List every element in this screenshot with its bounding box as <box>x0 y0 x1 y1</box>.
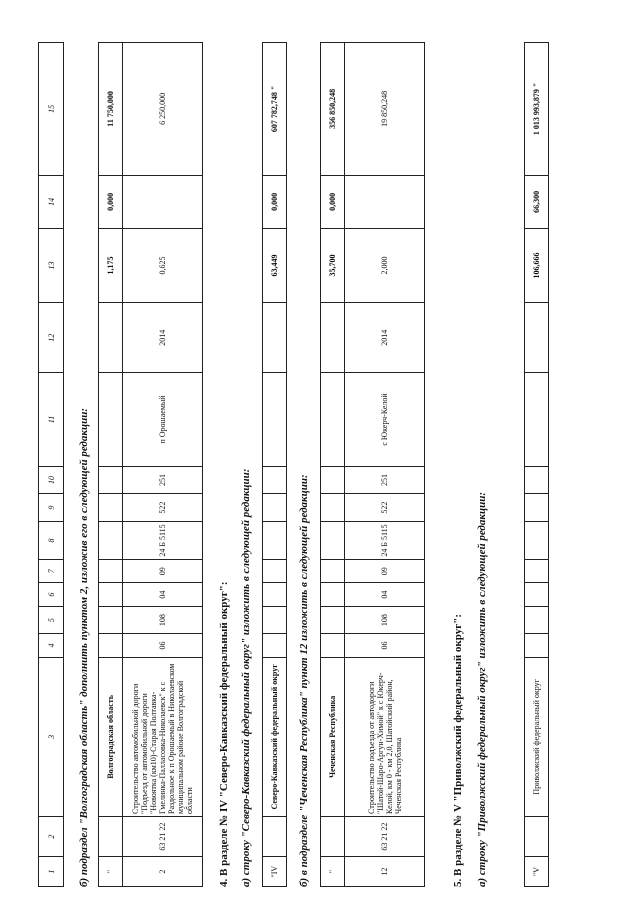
row-number: 2 <box>123 857 203 887</box>
region-name: Чеченская Республика <box>321 657 345 816</box>
table-row <box>263 43 287 887</box>
table-row <box>99 43 123 887</box>
district-total-15 <box>263 43 287 176</box>
table-row <box>123 43 203 887</box>
region-total-13: 35,700 <box>321 228 345 302</box>
quote-mark: " <box>99 857 123 887</box>
cell-c5: 108 <box>345 606 425 634</box>
col-number: 2 <box>39 816 64 856</box>
cell-c8: 24 Б 5115 <box>123 521 203 559</box>
section-5-heading: 5. В разделе № V "Приволжский федеральный округ": <box>452 614 464 887</box>
cell-c15: 6 250,000 <box>123 43 203 176</box>
col-number: 10 <box>39 466 64 494</box>
caption-chechnya: б) в подразделе "Чеченская Республика" пункт 12 изложить в следующей редакции: <box>298 474 310 887</box>
cell-c10: 251 <box>123 466 203 494</box>
object-name: Строительство подъезда от автодороги "Шатой-Шаро-Аргун-Химой" к с Юкерч-Келой, км 0 - км 2,0, Шатойский район, Чеченская Республика <box>345 657 425 816</box>
cell-c13: 2,000 <box>345 228 425 302</box>
cell-c11: с Юкерч-Келой <box>345 373 425 466</box>
cell-c4: 06 <box>345 634 425 657</box>
cell-c12: 2014 <box>123 303 203 373</box>
row-number: 12 <box>345 857 425 887</box>
caption-skfo: а) строку "Северо-Кавказский федеральный округ" изложить в следующей редакции: <box>240 468 252 887</box>
cell-c9: 522 <box>345 494 425 522</box>
row-code: 63 21 22 <box>345 816 425 856</box>
pfo-table <box>524 42 549 887</box>
region-total-15: 356 850,248 <box>321 43 345 176</box>
district-total-15-value: 1 013 993,879 <box>532 89 541 136</box>
district-total-13: 106,666 <box>525 228 549 302</box>
district-total-13: 63,449 <box>263 228 287 302</box>
volgograd-table <box>98 42 203 887</box>
col-number: 15 <box>39 43 64 176</box>
col-number: 14 <box>39 175 64 228</box>
cell-c9: 522 <box>123 494 203 522</box>
caption-pfo: а) строку "Приволжский федеральный округ" изложить в следующей редакции: <box>476 492 488 887</box>
district-total-14: 66,300 <box>525 175 549 228</box>
district-number: "V <box>525 857 549 887</box>
col-number: 9 <box>39 494 64 522</box>
quote-mark: " <box>532 82 541 88</box>
district-total-14: 0,000 <box>263 175 287 228</box>
table-row <box>345 43 425 887</box>
district-name: Северо-Кавказский федеральный округ <box>263 657 287 816</box>
col-number: 6 <box>39 583 64 606</box>
skfo-table <box>262 42 287 887</box>
region-total-14: 0,000 <box>99 175 123 228</box>
cell-c5: 108 <box>123 606 203 634</box>
cell-c14 <box>123 175 203 228</box>
quote-mark: " <box>321 857 345 887</box>
cell-c11: п Орошаемый <box>123 373 203 466</box>
col-number: 4 <box>39 634 64 657</box>
col-number: 5 <box>39 606 64 634</box>
section-4-heading: 4. В разделе № IV "Северо-Кавказский федеральный округ": <box>218 581 230 887</box>
cell-c10: 251 <box>345 466 425 494</box>
row-code: 63 21 22 <box>123 816 203 856</box>
col-number: 12 <box>39 303 64 373</box>
district-total-15-value: 607 782,748 <box>270 92 279 133</box>
cell-c4: 06 <box>123 634 203 657</box>
region-name: Волгоградская область <box>99 657 123 816</box>
col-number: 3 <box>39 657 64 816</box>
region-total-14: 0,000 <box>321 175 345 228</box>
col-number: 1 <box>39 857 64 887</box>
quote-mark: " <box>270 85 279 91</box>
cell-c12: 2014 <box>345 303 425 373</box>
cell-c8: 24 Б 5115 <box>345 521 425 559</box>
table-row <box>525 43 549 887</box>
region-total-13: 1,175 <box>99 228 123 302</box>
district-number: "IV <box>263 857 287 887</box>
cell-c13: 0,625 <box>123 228 203 302</box>
cell-c15: 19 850,248 <box>345 43 425 176</box>
column-number-header <box>38 42 64 887</box>
cell-c14 <box>345 175 425 228</box>
caption-volgograd: б) подраздел "Волгоградская область" дополнить пунктом 2, изложив его в следующей редакции: <box>78 408 90 887</box>
table-row <box>321 43 345 887</box>
col-number: 11 <box>39 373 64 466</box>
object-name: Строительство автомобильной дороги "Подъезд от автомобильной дороги "Новоятка (км10)-Старая Полтавка-Гмелинка-Палласовка-Николаевск" к с Раздольное к п Орошаемый в Николаевском муниципальном районе Волгоградской области <box>123 657 203 816</box>
chechnya-table <box>320 42 425 887</box>
cell-c7: 09 <box>123 560 203 583</box>
col-number: 8 <box>39 521 64 559</box>
district-total-15 <box>525 43 549 176</box>
cell-c6: 04 <box>345 583 425 606</box>
cell-c6: 04 <box>123 583 203 606</box>
region-total-15: 11 750,000 <box>99 43 123 176</box>
cell-c7: 09 <box>345 560 425 583</box>
col-number: 7 <box>39 560 64 583</box>
col-number: 13 <box>39 228 64 302</box>
district-name: Приволжский федеральный округ <box>525 657 549 816</box>
